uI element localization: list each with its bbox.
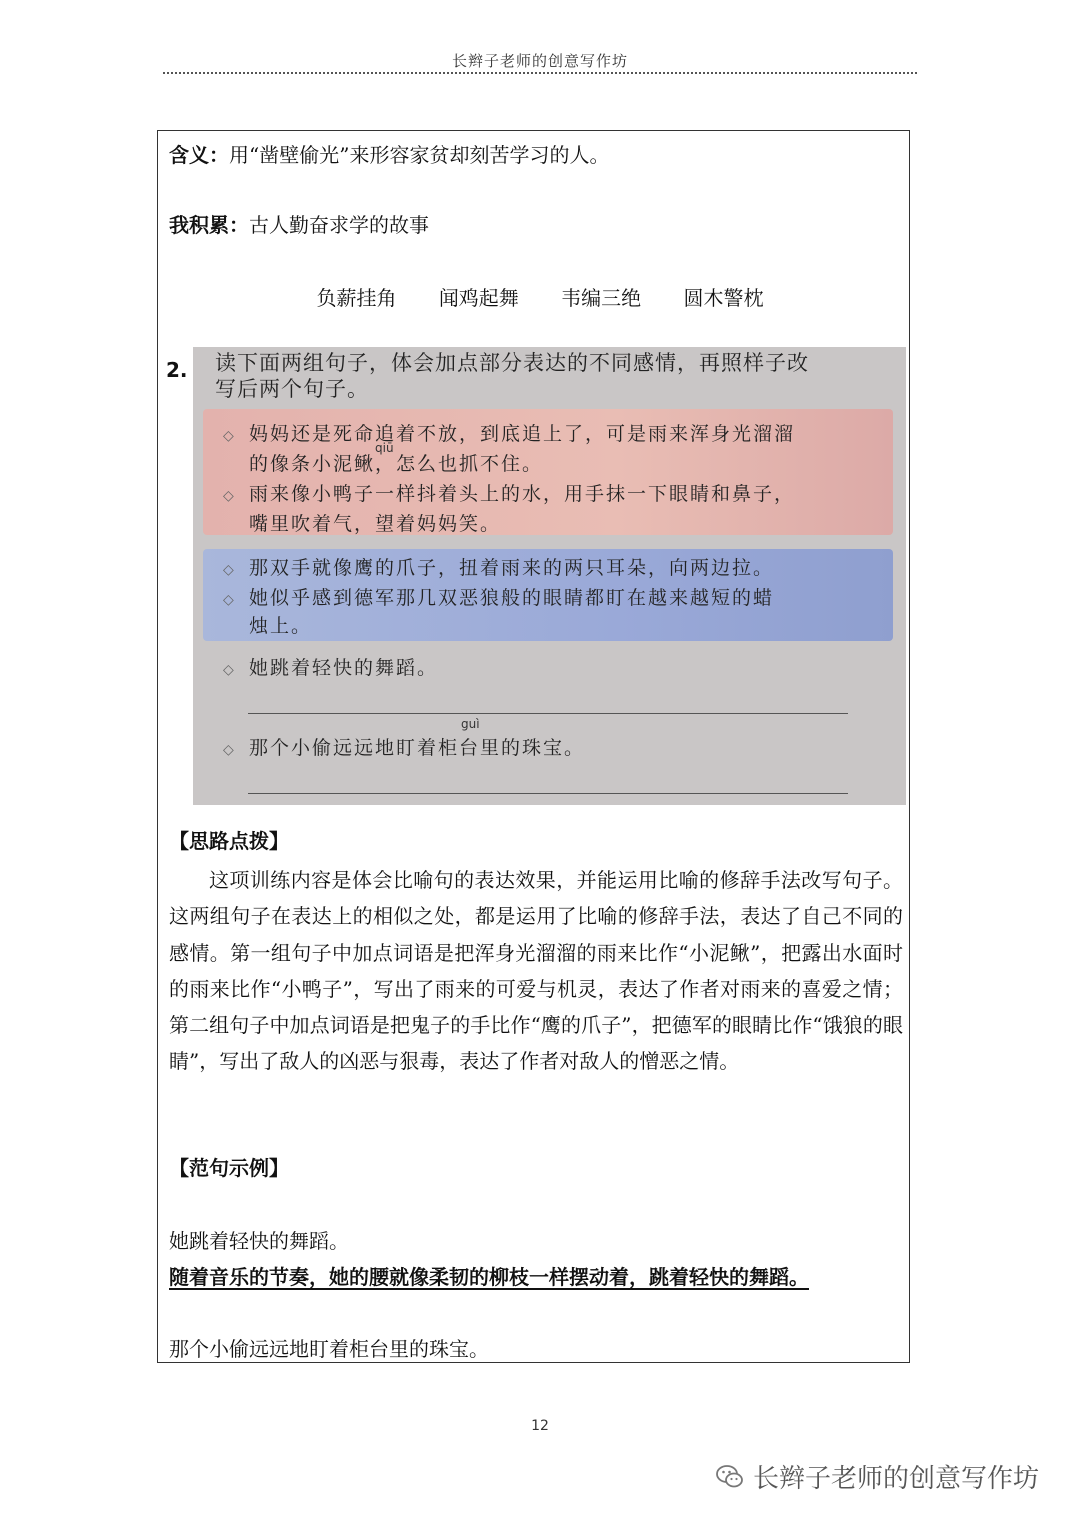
answer-line [248, 793, 848, 794]
example-rewrite-1 [169, 1262, 809, 1292]
instruction-line: 写后两个句子。 [215, 377, 369, 401]
idiom-item: 韦编三绝 [561, 286, 642, 310]
diamond-bullet-icon: ◇ [223, 428, 236, 444]
diamond-bullet-icon: ◇ [223, 488, 236, 504]
textbook-photo [193, 347, 906, 805]
page-number: 12 [531, 1418, 549, 1434]
examples-title: 【范句示例】 [169, 1156, 289, 1180]
example-sentence: ◇ 她似乎感到德军那几双恶狼般的眼睛都盯在越来越短的蜡 [223, 583, 774, 615]
watermark [715, 1458, 1039, 1495]
pinyin-annotation: qiū [375, 441, 394, 455]
header-title: 长辫子老师的创意写作坊 [451, 52, 628, 70]
accumulate-line [169, 210, 429, 240]
pinyin-annotation: guì [461, 717, 480, 731]
idiom-item: 圆木警枕 [683, 286, 764, 310]
answer-line [248, 713, 848, 714]
instruction-line: 读下面两组句子，体会加点部分表达的不同感情，再照样子改 [215, 351, 809, 375]
meaning-label: 含义： [169, 143, 229, 167]
accumulate-label: 我积累： [169, 213, 249, 237]
meaning-text: 用“凿壁偷光”来形容家贫却刻苦学习的人。 [229, 143, 610, 167]
diamond-bullet-icon: ◇ [223, 592, 236, 608]
diamond-bullet-icon: ◇ [223, 662, 236, 678]
idiom-list [0, 283, 1080, 313]
exercise-sentence: ◇ 她跳着轻快的舞蹈。 [223, 653, 438, 685]
example-sentence-cont: 烛上。 [249, 615, 313, 637]
question-number: 2. [166, 358, 188, 382]
idiom-item: 闻鸡起舞 [438, 286, 519, 310]
watermark-text: 长辫子老师的创意写作坊 [753, 1464, 1040, 1494]
example-sentence-cont: 的像条小泥鳅，怎么也抓不住。 [249, 453, 544, 475]
example-sentence: ◇ 妈妈还是死命追着不放，到底追上了，可是雨来浑身光溜溜 [223, 419, 795, 451]
hint-title: 【思路点拨】 [169, 829, 289, 853]
example-sentence: ◇ 雨来像小鸭子一样抖着头上的水，用手抹一下眼睛和鼻子， [223, 479, 795, 511]
example-sentence-cont: 嘴里吹着气，望着妈妈笑。 [249, 513, 502, 535]
header-divider [163, 72, 917, 74]
example-sentence: ◇ 那双手就像鹰的爪子，扭着雨来的两只耳朵，向两边拉。 [223, 553, 774, 585]
diamond-bullet-icon: ◇ [223, 742, 236, 758]
example-original-2: 那个小偷远远地盯着柜台里的珠宝。 [169, 1337, 489, 1361]
exercise-sentence: ◇ 那个小偷远远地盯着柜台里的珠宝。 [223, 733, 585, 765]
hint-body: 这项训练内容是体会比喻句的表达效果，并能运用比喻的修辞手法改写句子。这两组句子在表达上的相似之处，都是运用了比喻的修辞手法，表达了自己不同的感情。第一组句子中加点词语是把浑身光溜溜的雨来比作“小泥鳅”，把露出水面时的雨来比作“小鸭子”，写出了雨来的可爱与机灵，表达了作者对雨来的喜爱之情；第二组句子中加点词语是把鬼子的手比作“鹰的爪子”，把德军的眼睛比作“饿狼的眼睛”，写出了敌人的凶恶与狠毒，表达了作者对敌人的憎恶之情。 [169, 868, 903, 1074]
idiom-item: 负薪挂角 [316, 286, 397, 310]
meaning-line [169, 140, 609, 170]
accumulate-text: 古人勤奋求学的故事 [249, 213, 429, 237]
wechat-icon [715, 1462, 745, 1492]
diamond-bullet-icon: ◇ [223, 562, 236, 578]
example-original-1: 她跳着轻快的舞蹈。 [169, 1229, 349, 1253]
rewrite-text: 随着音乐的节奏，她的腰就像柔韧的柳枝一样摆动着，跳着轻快的舞蹈。 [169, 1265, 809, 1289]
